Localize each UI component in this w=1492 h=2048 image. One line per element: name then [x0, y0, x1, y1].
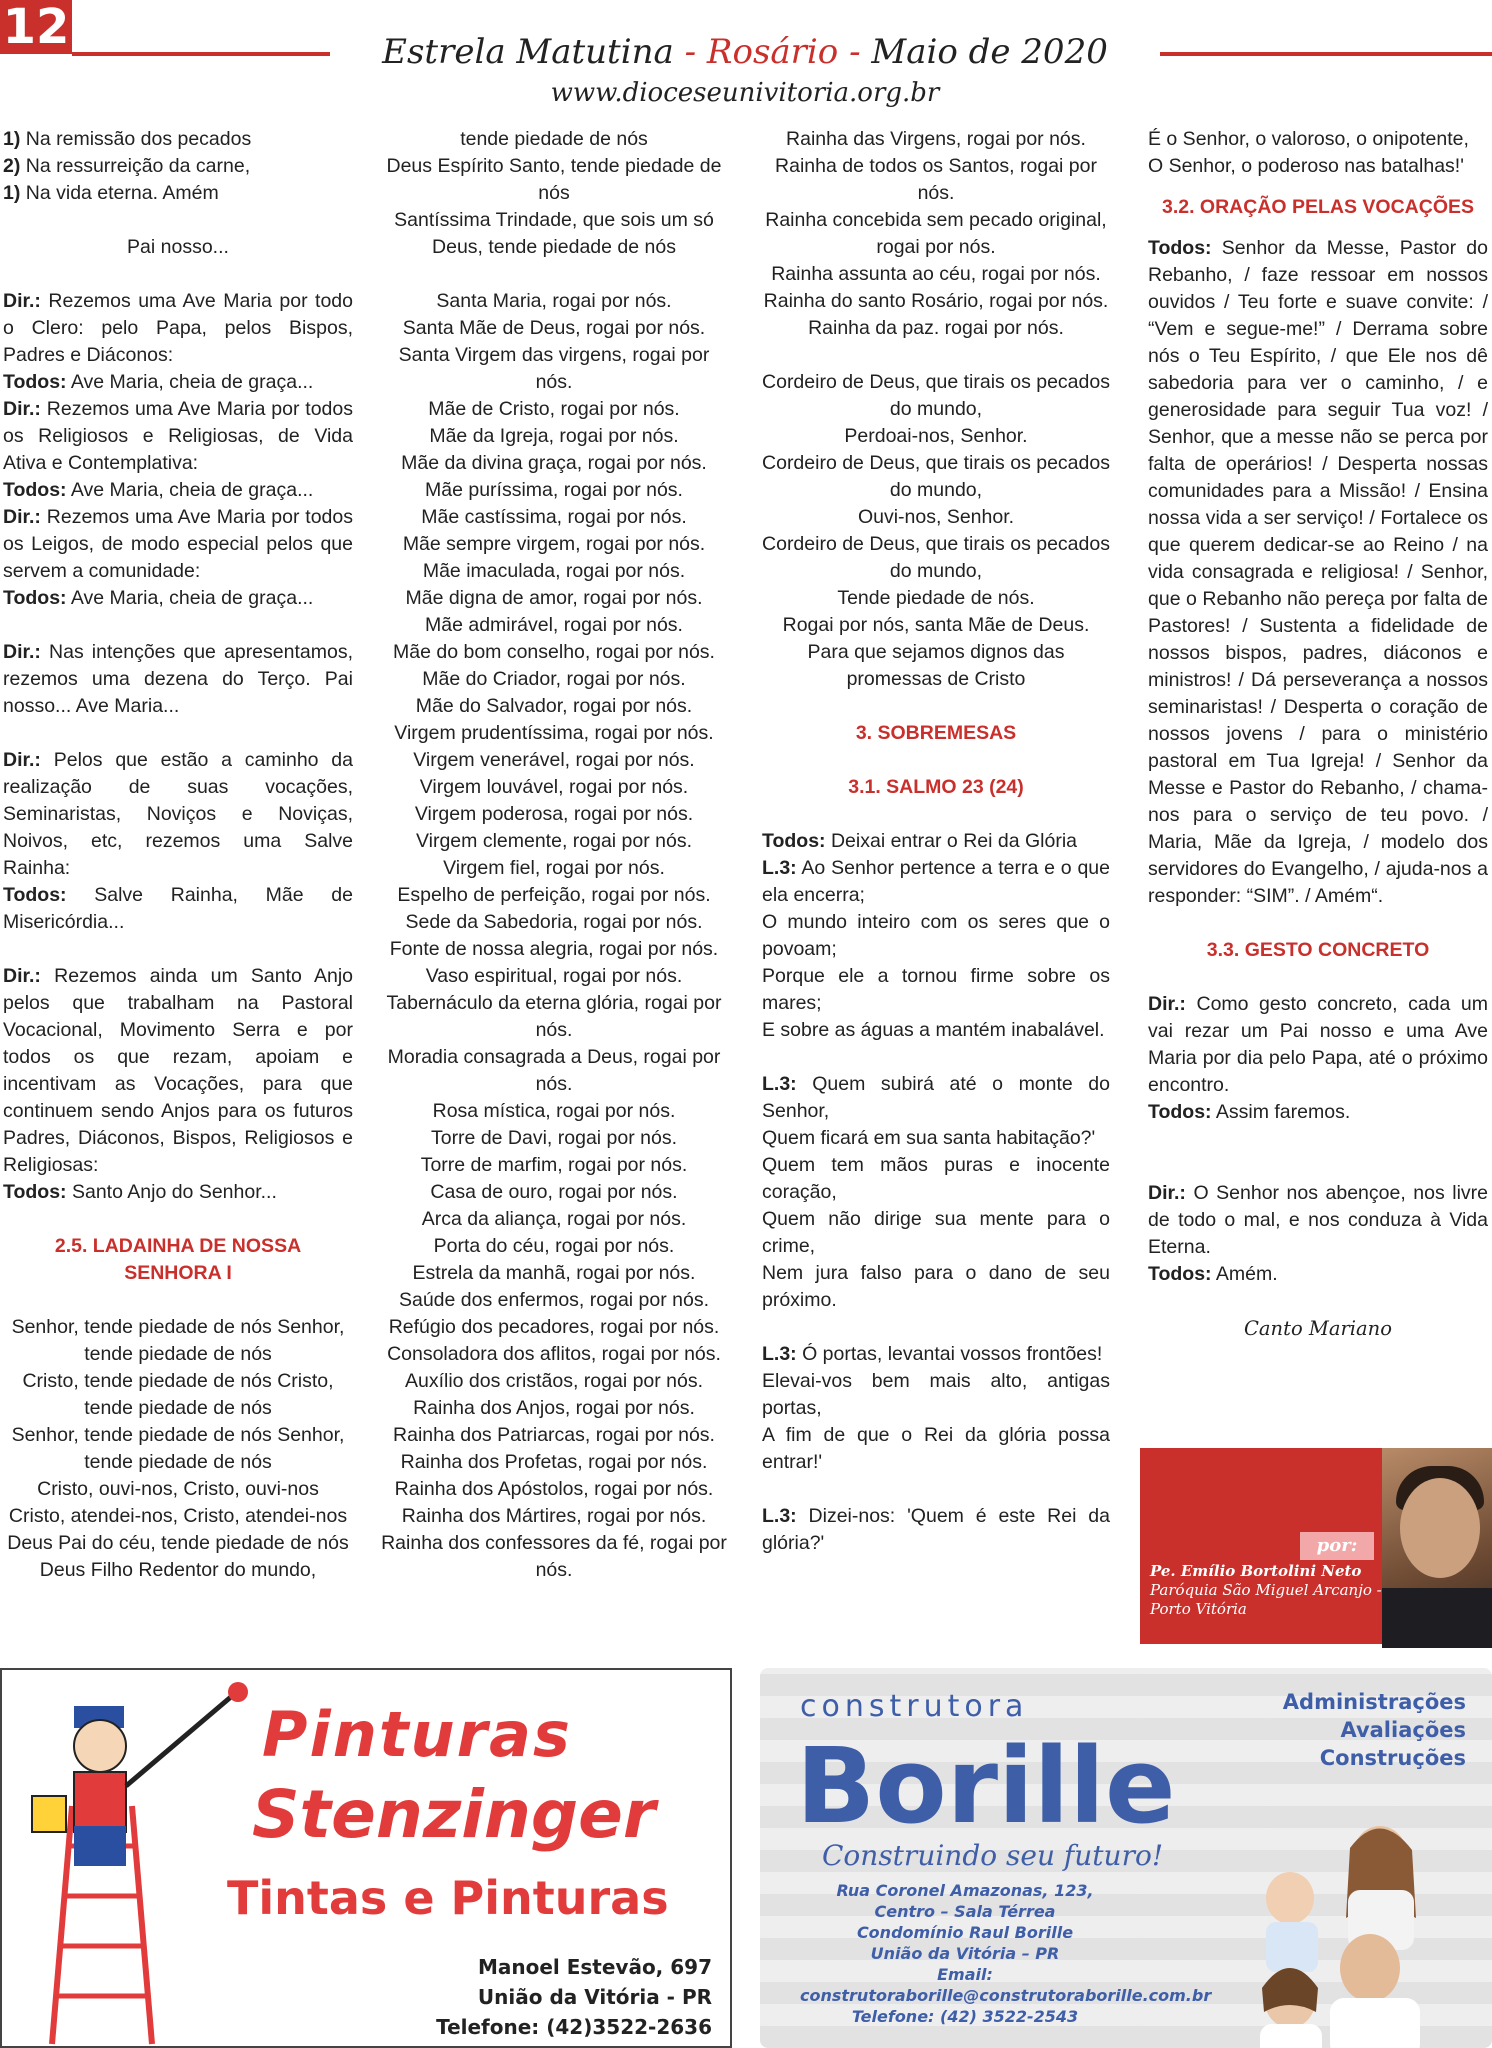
list-item: Virgem poderosa, rogai por nós. [414, 803, 694, 825]
list-item: Virgem prudentíssima, rogai por nós. [394, 722, 714, 744]
list-item: Santa Maria, rogai por nós. [436, 290, 672, 312]
list-item: Rainha dos confessores da fé, rogai por nós. [381, 1532, 727, 1581]
canto-mariano: Canto Mariano [1244, 1317, 1392, 1340]
list-item: Rainha dos Mártires, rogai por nós. [401, 1505, 707, 1527]
list-item: Mãe puríssima, rogai por nós. [425, 479, 683, 501]
page-number: 12 [0, 0, 72, 54]
list-item: Estrela da manhã, rogai por nós. [412, 1262, 696, 1284]
list-item: Mãe da divina graça, rogai por nós. [401, 452, 707, 474]
column-2: tende piedade de nós Deus Espírito Santo, tende piedade de nós Santíssima Trindade, que sois um só Deus, tende piedade de nós Santa Maria, rogai por nós. Santa Mãe de Deus, rogai por nós. Santa Virgem das virgens, rogai por nós. Mãe de Cristo, rogai por nós. Mãe da Igreja, rogai por nós. Mãe da divina graça, rogai por nós. Mãe puríssima, rogai por nós. Mãe castíssima, rogai por nós. Mãe sempre virgem, rogai por nós. Mãe imaculada, rogai por nós. Mãe digna de amor, rogai por nós. Mãe admirável, rogai por nós. Mãe do bom conselho, rogai por nós. Mãe do Criador, rogai por nós. Mãe do Salvador, rogai por nós. Virgem prudentíssima, rogai por nós. Virgem venerável, rogai por nós. Virgem louvável, rogai por nós. Virgem poderosa, rogai por nós. Virgem clemente, rogai por nós. Virgem fiel, rogai por nós. Espelho de perfeição, rogai por nós. Sede da Sabedoria, rogai por nós. Fonte de nossa alegria, rogai por nós. Vaso espiritual, rogai por nós. Tabernáculo da eterna glória, rogai por nós. Moradia consagrada a Deus, rogai por nós. Rosa mística, rogai por nós. Torre de Davi, rogai por nós. Torre de marfim, rogai por nós. Casa de ouro, rogai por nós. Arca da aliança, rogai por nós. Porta do céu, rogai por nós. Estrela da manhã, rogai por nós. Saúde dos enfermos, rogai por nós. Refúgio dos pecadores, rogai por nós. Consoladora dos aflitos, rogai por nós. Auxílio dos cristãos, rogai por nós. Rainha dos Anjos, rogai por nós. Rainha dos Patriarcas, rogai por nós. Rainha dos Profetas, rogai por nós. Rainha dos Apóstolos, rogai por nós. Rainha dos Mártires, rogai por nós. Rainha dos confessores da fé, rogai por nós. [378, 126, 730, 1584]
list-item: Mãe sempre virgem, rogai por nós. [402, 533, 706, 555]
list-item: Rainha dos Profetas, rogai por nós. [400, 1451, 708, 1473]
list-item: Porta do céu, rogai por nós. [433, 1235, 675, 1257]
list-item: Cristo, ouvi-nos, Cristo, ouvi-nos [37, 1478, 319, 1500]
list-item: Deus Filho Redentor do mundo, [39, 1559, 317, 1581]
website-url: www.dioceseunivitoria.org.br [550, 78, 940, 108]
list-item: Rainha da paz. rogai por nós. [808, 317, 1064, 339]
section-heading-salmo: 3.1. SALMO 23 (24) [848, 776, 1024, 798]
list-item: Rainha concebida sem pecado original, rogai por nós. [765, 209, 1107, 258]
litany-list-3 [762, 126, 1110, 342]
list-item: Virgem louvável, rogai por nós. [419, 776, 689, 798]
author-credit [1150, 1562, 1385, 1619]
list-item: Mãe admirável, rogai por nós. [425, 614, 683, 636]
ad-pinturas-brand-1: Pinturas [262, 1698, 572, 1771]
list-item: Mãe castíssima, rogai por nós. [421, 506, 687, 528]
list-item: Fonte de nossa alegria, rogai por nós. [389, 938, 719, 960]
list-item: Santa Virgem das virgens, rogai por nós. [398, 344, 710, 393]
section-heading-oracao: 3.2. ORAÇÃO PELAS VOCAÇÕES [1161, 196, 1475, 218]
section-heading-gesto: 3.3. GESTO CONCRETO [1206, 939, 1430, 961]
list-item: Rainha das Virgens, rogai por nós. [786, 128, 1086, 150]
list-item: Sede da Sabedoria, rogai por nós. [405, 911, 703, 933]
list-item: Mãe do Criador, rogai por nós. [422, 668, 686, 690]
list-item: Auxílio dos cristãos, rogai por nós. [404, 1370, 704, 1392]
list-item: Arca da aliança, rogai por nós. [421, 1208, 687, 1230]
litany-list-2 [378, 288, 730, 1584]
list-item: Rainha de todos os Santos, rogai por nós. [775, 155, 1097, 204]
masthead: Estrela Matutina - Rosário - Maio de 2020 [382, 32, 1108, 72]
list-item: Rainha dos Apóstolos, rogai por nós. [394, 1478, 714, 1500]
ad-borille-slogan: Construindo seu futuro! [822, 1839, 1164, 1872]
author-photo [1382, 1448, 1492, 1644]
author-por-label: por: [1300, 1532, 1374, 1560]
list-item: Virgem venerável, rogai por nós. [413, 749, 695, 771]
litany-list-1 [3, 1314, 353, 1584]
list-item: Espelho de perfeição, rogai por nós. [397, 884, 711, 906]
list-item: Rainha dos Anjos, rogai por nós. [413, 1397, 695, 1419]
ad-construtora-borille[interactable] [760, 1668, 1492, 2048]
list-item: Deus Pai do céu, tende piedade de nós [7, 1532, 349, 1554]
list-item: Cristo, tende piedade de nós Cristo, tende piedade de nós [22, 1370, 334, 1419]
ad-pinturas-tagline: Tintas e Pinturas [227, 1871, 669, 1925]
column-4: É o Senhor, o valoroso, o onipotente, O Senhor, o poderoso nas batalhas!' 3.2. ORAÇÃO PELAS VOCAÇÕES Todos: Senhor da Messe, Pastor do Rebanho, / faze ressoar em nossos ouvidos / Teu forte e suave convite: / “Vem e segue-me!” / Derrama sobre nós o Teu Espírito, / que Ele nos dê sabedoria para ver o caminho, / e generosidade para seguir Tua voz! / Senhor, que a messe não se perca por falta de operários! / Desperta nossas comunidades para a Missão! / Ensina nossa vida a ser serviço! / Fortalece os que querem dedicar-se ao Reino / na vida consagrada e religiosa! / Senhor, que o Rebanho não pereça por falta de Pastores! / Sustenta a fidelidade de nossos bispos, padres, diáconos e ministros! / Dá perseverança a nossos seminaristas! / Desperta o coração de nossos jovens / para o ministério pastoral em Tua Igreja! / Senhor da Messe e Pastor do Rebanho, / chama-nos para o serviço de teu povo. / Maria, Mãe da Igreja, / modelo dos servidores do Evangelho, / ajuda-nos a responder: “SIM”. / Amém“. 3.3. GESTO CONCRETO Dir.: Como gesto concreto, cada um vai rezar um Pai nosso e uma Ave Maria por dia pelo Papa, até o próximo encontro. Todos: Assim faremos. Dir.: O Senhor nos abençoe, nos livre de todo o mal, e nos conduza à Vida Eterna. Todos: Amém. Canto Mariano [1148, 128, 1488, 1340]
header-rule-right [1160, 52, 1492, 56]
list-item: Refúgio dos pecadores, rogai por nós. [388, 1316, 720, 1338]
ad-borille-address: Rua Coronel Amazonas, 123, Centro – Sala Térrea Condomínio Raul Borille União da Vitória – PR Email: construtoraborille@construtoraborille.com.br Telefone: (42) 3522-2543 [800, 1881, 1212, 2026]
section-name: Rosário [706, 32, 839, 72]
list-item: Mãe do Salvador, rogai por nós. [415, 695, 693, 717]
list-item: Rainha dos Patriarcas, rogai por nós. [393, 1424, 715, 1446]
list-item: Vaso espiritual, rogai por nós. [425, 965, 683, 987]
list-item: Torre de marfim, rogai por nós. [420, 1154, 688, 1176]
column-3: Rainha das Virgens, rogai por nós. Rainha de todos os Santos, rogai por nós. Rainha concebida sem pecado original, rogai por nós. Rainha assunta ao céu, rogai por nós. Rainha do santo Rosário, rogai por nós. Rainha da paz. rogai por nós. Cordeiro de Deus, que tirais os pecados do mundo, Perdoai-nos, Senhor. Cordeiro de Deus, que tirais os pecados do mundo, Ouvi-nos, Senhor. Cordeiro de Deus, que tirais os pecados do mundo, Tende piedade de nós. Rogai por nós, santa Mãe de Deus. Para que sejamos dignos das promessas de Cristo 3. SOBREMESAS 3.1. SALMO 23 (24) Todos: Deixai entrar o Rei da Glória L.3: Ao Senhor pertence a terra e o que ela encerra; O mundo inteiro com os seres que o povoam; Porque ele a tornou firme sobre os mares; E sobre as águas a mantém inabalável. L.3: Quem subirá até o monte do Senhor, Quem ficará em sua santa habitação?' Quem tem mãos puras e inocente coração, Quem não dirige sua mente para o crime, Nem jura falso para o dano de seu próximo. L.3: Ó portas, levantai vossos frontões! Elevai-vos bem mais alto, antigas portas, A fim de que o Rei da glória possa entrar!' L.3: Dizei-nos: 'Quem é este Rei da glória?' [762, 128, 1110, 1554]
list-item: Senhor, tende piedade de nós Senhor, tende piedade de nós [11, 1424, 345, 1473]
ad-borille-brand: Borille [796, 1725, 1176, 1847]
list-item: Tabernáculo da eterna glória, rogai por nós. [386, 992, 722, 1041]
section-heading-sobremesas: 3. SOBREMESAS [855, 722, 1017, 744]
ad-pinturas-stenzinger[interactable] [0, 1668, 732, 2048]
list-item: Mãe de Cristo, rogai por nós. [428, 398, 680, 420]
list-item: Torre de Davi, rogai por nós. [430, 1127, 678, 1149]
list-item: Mãe do bom conselho, rogai por nós. [393, 641, 715, 663]
list-item: Rosa mística, rogai por nós. [432, 1100, 676, 1122]
list-item: Rainha assunta ao céu, rogai por nós. [771, 263, 1101, 285]
agnus-dei: Cordeiro de Deus, que tirais os pecados do mundo, Perdoai-nos, Senhor. Cordeiro de Deus, que tirais os pecados do mundo, Ouvi-nos, Senhor. Cordeiro de Deus, que tirais os pecados do mundo, Tende piedade de nós. Rogai por nós, santa Mãe de Deus. Para que sejamos dignos das promessas de Cristo [762, 371, 1110, 690]
ad-pinturas-contact: Manoel Estevão, 697 União da Vitória - PR Telefone: (42)3522-2636 [436, 1955, 712, 2039]
list-item: Senhor, tende piedade de nós Senhor, tende piedade de nós [11, 1316, 345, 1365]
list-item: Consoladora dos aflitos, rogai por nós. [387, 1343, 721, 1365]
list-item: Casa de ouro, rogai por nós. [430, 1181, 678, 1203]
family-photo-icon [1180, 1798, 1490, 2048]
author-name: Pe. Emílio Bortolini Neto [1150, 1562, 1362, 1580]
painter-mascot-icon [12, 1676, 262, 2046]
list-item: Mãe da Igreja, rogai por nós. [429, 425, 679, 447]
ad-borille-services: Administrações Avaliações Construções [1282, 1690, 1466, 1770]
publication-name: Estrela Matutina [382, 32, 674, 72]
ad-pinturas-brand-2: Stenzinger [252, 1776, 656, 1853]
list-item: Saúde dos enfermos, rogai por nós. [398, 1289, 710, 1311]
pai-nosso: Pai nosso... [127, 236, 229, 258]
header-rule-left [72, 52, 330, 56]
list-item: Virgem fiel, rogai por nós. [443, 857, 665, 879]
list-item: Mãe digna de amor, rogai por nós. [405, 587, 703, 609]
issue-date: Maio de 2020 [871, 32, 1108, 72]
list-item: Rainha do santo Rosário, rogai por nós. [763, 290, 1109, 312]
section-heading-ladainha: 2.5. LADAINHA DE NOSSA SENHORA I [54, 1235, 302, 1284]
column-1: 1) Na remissão dos pecados 2) Na ressurreição da carne, 1) Na vida eterna. Amém Pai nosso... Dir.: Rezemos uma Ave Maria por todo o Clero: pelo Papa, pelos Bispos, Padres e Diáconos: Todos: Ave Maria, cheia de graça... Dir.: Rezemos uma Ave Maria por todos os Religiosos e Religiosas, de Vida Ativa e Contemplativa: Todos: Ave Maria, cheia de graça... Dir.: Rezemos uma Ave Maria por todos os Leigos, de modo especial pelos que servem a comunidade: Todos: Ave Maria, cheia de graça... Dir.: Nas intenções que apresentamos, rezemos uma dezena do Terço. Pai nosso... Ave Maria... Dir.: Pelos que estão a caminho da realização de suas vocações, Seminaristas, Noviços e Noviças, Noivos, etc, rezemos uma Salve Rainha: Todos: Salve Rainha, Mãe de Misericórdia... Dir.: Rezemos ainda um Santo Anjo pelos que trabalham na Pastoral Vocacional, Movimento Serra e por todos os que rezam, apoiam e incentivam as Vocações, para que continuem sendo Anjos para os futuros Padres, Diáconos, Bispos, Religiosos e Religiosas: Todos: Santo Anjo do Senhor... 2.5. LADAINHA DE NOSSA SENHORA I Senhor, tende piedade de nós Senhor, tende piedade de nós Cristo, tende piedade de nós Cristo, tende piedade de nós Senhor, tende piedade de nós Senhor, tende piedade de nós Cristo, ouvi-nos, Cristo, ouvi-nos Cristo, atendei-nos, Cristo, atendei-nos Deus Pai do céu, tende piedade de nós Deus Filho Redentor do mundo, [3, 126, 353, 1584]
list-item: Cristo, atendei-nos, Cristo, atendei-nos [8, 1505, 348, 1527]
ad-borille-brand-small: construtora [800, 1689, 1029, 1724]
list-item: Virgem clemente, rogai por nós. [415, 830, 693, 852]
author-parish: Paróquia São Miguel Arcanjo - Porto Vitória [1150, 1581, 1382, 1618]
list-item: Santa Mãe de Deus, rogai por nós. [402, 317, 706, 339]
list-item: Mãe imaculada, rogai por nós. [422, 560, 686, 582]
list-item: Moradia consagrada a Deus, rogai por nós. [387, 1046, 721, 1095]
